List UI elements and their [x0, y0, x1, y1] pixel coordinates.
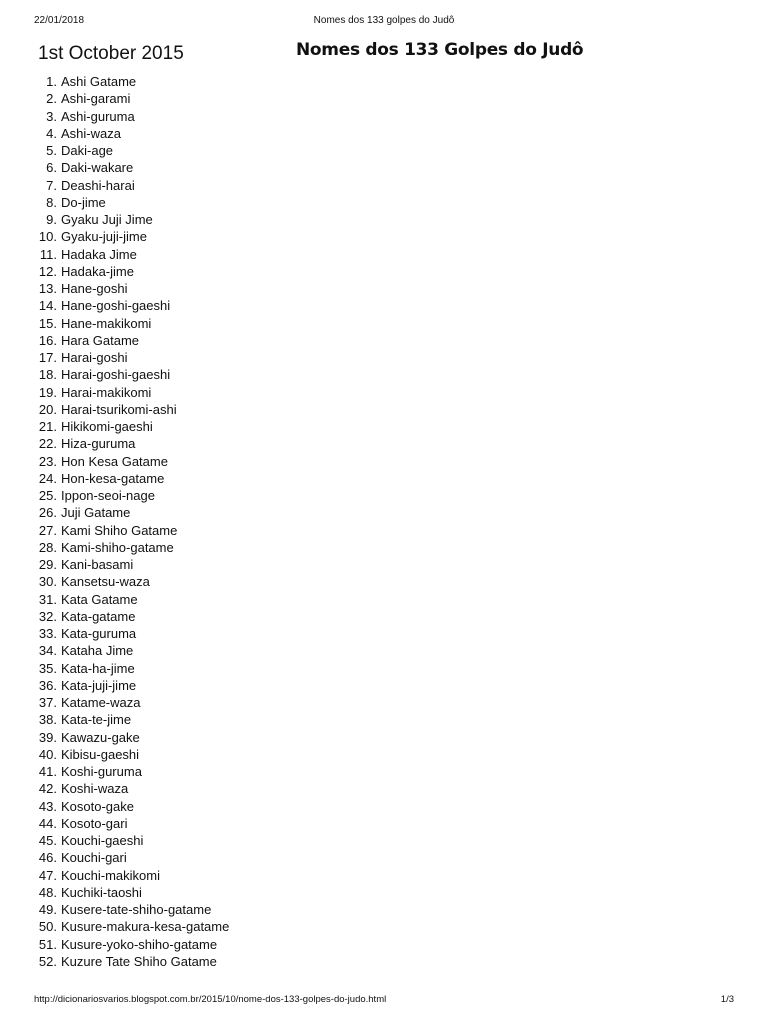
list-item — [0, 780, 229, 797]
list-item-name: Juji Gatame — [61, 505, 131, 521]
list-item-number: 16. — [38, 332, 57, 348]
list-item-number: 40. — [38, 746, 57, 762]
list-item — [0, 246, 229, 263]
list-item-name: Ashi-garami — [61, 91, 131, 107]
list-item-number: 48. — [38, 884, 57, 900]
list-item — [0, 142, 229, 159]
list-item-name: Kusure-makura-kesa-gatame — [61, 919, 230, 935]
list-item — [0, 280, 229, 297]
list-item — [0, 125, 229, 142]
list-item-number: 38. — [38, 712, 57, 728]
list-item-name: Hane-goshi-gaeshi — [61, 298, 171, 314]
list-item-name: Katame-waza — [61, 695, 141, 710]
list-item-number: 30. — [38, 574, 57, 590]
list-item-number: 32. — [38, 608, 57, 624]
list-item-number: 22. — [38, 436, 57, 452]
list-item — [0, 573, 229, 590]
list-item — [0, 470, 229, 487]
list-item-name: Ashi Gatame — [61, 74, 137, 89]
list-item — [0, 556, 229, 573]
list-item — [0, 918, 229, 935]
list-item-name: Hon Kesa Gatame — [61, 453, 168, 469]
list-item-number: 27. — [38, 522, 57, 538]
list-item-number: 35. — [38, 660, 57, 676]
list-item — [0, 159, 229, 176]
list-item-name: Kusere-tate-shiho-gatame — [61, 902, 212, 917]
list-item — [0, 539, 229, 556]
list-item-name: Hane-goshi — [61, 281, 128, 296]
list-item — [0, 263, 229, 280]
list-item-number: 8. — [46, 194, 57, 210]
list-item-number: 13. — [38, 281, 57, 296]
list-item-number: 31. — [38, 591, 57, 607]
list-item-number: 29. — [38, 557, 57, 572]
list-item-name: Harai-goshi — [61, 350, 128, 365]
list-item — [0, 746, 229, 763]
list-item-name: Kouchi-makikomi — [61, 867, 160, 883]
list-item — [0, 228, 229, 245]
list-item-name: Kosoto-gari — [61, 815, 128, 831]
list-item-number: 21. — [38, 419, 57, 434]
list-item-number: 52. — [38, 953, 57, 969]
list-item — [0, 108, 229, 125]
page-number: 1/3 — [720, 994, 734, 1005]
list-item-number: 46. — [38, 850, 57, 866]
list-item — [0, 332, 229, 349]
list-item-name: Ashi-waza — [61, 125, 121, 141]
list-item — [0, 315, 229, 332]
list-item-name: Hane-makikomi — [61, 315, 152, 331]
list-item — [0, 194, 229, 211]
list-item — [0, 763, 229, 780]
list-item-number: 24. — [38, 470, 57, 486]
list-item-number: 5. — [46, 143, 57, 158]
list-item-name: Daki-age — [61, 143, 114, 158]
list-item-name: Hara Gatame — [61, 332, 140, 348]
list-item — [0, 504, 229, 521]
list-item-name: Koshi-waza — [61, 781, 129, 797]
list-item-number: 3. — [46, 108, 57, 124]
list-item-number: 41. — [38, 764, 57, 779]
list-item-name: Kuchiki-taoshi — [61, 884, 142, 900]
list-item-name: Do-jime — [61, 194, 106, 210]
list-item-number: 15. — [38, 315, 57, 331]
list-item-name: Kata-guruma — [61, 626, 137, 641]
list-item — [0, 694, 229, 711]
list-item-number: 14. — [38, 298, 57, 314]
list-item-number: 25. — [38, 488, 57, 503]
list-item — [0, 401, 229, 418]
list-item — [0, 677, 229, 694]
list-item-name: Kuzure Tate Shiho Gatame — [61, 953, 217, 969]
list-item-name: Kouchi-gaeshi — [61, 833, 144, 848]
list-item — [0, 884, 229, 901]
list-item-name: Gyaku Juji Jime — [61, 212, 153, 227]
list-item-name: Hadaka-jime — [61, 263, 134, 279]
list-item-name: Kosoto-gake — [61, 798, 134, 814]
list-item-name: Kouchi-gari — [61, 850, 127, 866]
list-item-number: 17. — [38, 350, 57, 365]
list-item-number: 23. — [38, 453, 57, 469]
list-item — [0, 349, 229, 366]
list-item-name: Kusure-yoko-shiho-gatame — [61, 936, 218, 952]
list-item-name: Kata-gatame — [61, 608, 136, 624]
list-item-number: 20. — [38, 401, 57, 417]
list-item-name: Hiza-guruma — [61, 436, 136, 452]
list-item — [0, 867, 229, 884]
list-item — [0, 591, 229, 608]
list-item — [0, 936, 229, 953]
list-item-name: Ippon-seoi-nage — [61, 488, 155, 503]
list-item-name: Deashi-harai — [61, 177, 135, 193]
list-item-name: Harai-makikomi — [61, 384, 152, 400]
list-item-name: Kata-juji-jime — [61, 677, 137, 693]
list-item-number: 18. — [38, 367, 57, 383]
list-item — [0, 849, 229, 866]
list-item-number: 1. — [46, 74, 57, 89]
list-item-number: 6. — [46, 160, 57, 176]
list-item-number: 33. — [38, 626, 57, 641]
list-item-name: Harai-tsurikomi-ashi — [61, 401, 177, 417]
list-item — [0, 711, 229, 728]
print-date: 22/01/2018 — [34, 15, 85, 26]
list-item — [0, 384, 229, 401]
list-item — [0, 366, 229, 383]
list-item-name: Hikikomi-gaeshi — [61, 419, 153, 434]
list-item-number: 28. — [38, 539, 57, 555]
list-item — [0, 418, 229, 435]
list-item-number: 51. — [38, 936, 57, 952]
list-item-number: 11. — [39, 246, 57, 262]
list-item-name: Kami-shiho-gatame — [61, 539, 174, 555]
list-item-name: Ashi-guruma — [61, 108, 135, 124]
list-item-number: 2. — [46, 91, 57, 107]
list-item — [0, 453, 229, 470]
list-item — [0, 522, 229, 539]
list-item-name: Hon-kesa-gatame — [61, 470, 165, 486]
list-item — [0, 608, 229, 625]
print-document-title: Nomes dos 133 golpes do Judô — [313, 15, 455, 26]
list-item-name: Harai-goshi-gaeshi — [61, 367, 171, 383]
list-item-number: 19. — [38, 384, 57, 400]
list-item-name: Daki-wakare — [61, 160, 134, 176]
list-item-number: 34. — [38, 643, 57, 659]
print-footer — [34, 994, 734, 1010]
golpes-list — [0, 73, 229, 970]
list-item-name: Kani-basami — [61, 557, 134, 572]
list-item-name: Kami Shiho Gatame — [61, 522, 178, 538]
list-item-number: 9. — [46, 212, 57, 227]
list-item-name: Kata-ha-jime — [61, 660, 135, 676]
list-item — [0, 815, 229, 832]
list-item-number: 37. — [38, 695, 57, 710]
list-item-number: 12. — [38, 263, 57, 279]
list-item — [0, 832, 229, 849]
list-item — [0, 211, 229, 228]
list-item-number: 36. — [38, 677, 57, 693]
list-item-number: 43. — [38, 798, 57, 814]
list-item — [0, 487, 229, 504]
page-url: http://dicionariosvarios.blogspot.com.br/2015/10/nome-dos-133-golpes-do-judo.html — [34, 994, 387, 1005]
list-item-number: 39. — [38, 729, 57, 745]
list-item-number: 50. — [38, 919, 57, 935]
list-item-number: 26. — [38, 505, 57, 521]
list-item-name: Gyaku-juji-jime — [61, 229, 147, 245]
list-item-number: 4. — [46, 125, 57, 141]
list-item-name: Kataha Jime — [61, 643, 134, 659]
list-item-number: 7. — [46, 177, 57, 193]
list-item — [0, 901, 229, 918]
list-item-number: 42. — [38, 781, 57, 797]
list-item-name: Koshi-guruma — [61, 764, 142, 779]
list-item — [0, 177, 229, 194]
list-item — [0, 642, 229, 659]
list-item-name: Hadaka Jime — [61, 246, 137, 262]
list-item-name: Kibisu-gaeshi — [61, 746, 140, 762]
list-item-name: Kansetsu-waza — [61, 574, 150, 590]
list-item — [0, 798, 229, 815]
list-item-number: 47. — [38, 867, 57, 883]
print-header — [34, 15, 734, 31]
list-item-number: 44. — [38, 815, 57, 831]
list-item-name: Kata Gatame — [61, 591, 138, 607]
post-title: Nomes dos 133 Golpes do Judô — [296, 40, 584, 60]
list-item — [0, 625, 229, 642]
list-item — [0, 73, 229, 90]
list-item — [0, 435, 229, 452]
list-item — [0, 90, 229, 107]
list-item-name: Kawazu-gake — [61, 729, 140, 745]
post-date: 1st October 2015 — [38, 43, 184, 64]
list-item — [0, 660, 229, 677]
list-item — [0, 729, 229, 746]
list-item-name: Kata-te-jime — [61, 712, 132, 728]
list-item-number: 10. — [38, 229, 57, 245]
list-item — [0, 953, 229, 970]
list-item — [0, 297, 229, 314]
list-item-number: 49. — [38, 902, 57, 917]
list-item-number: 45. — [38, 833, 57, 848]
